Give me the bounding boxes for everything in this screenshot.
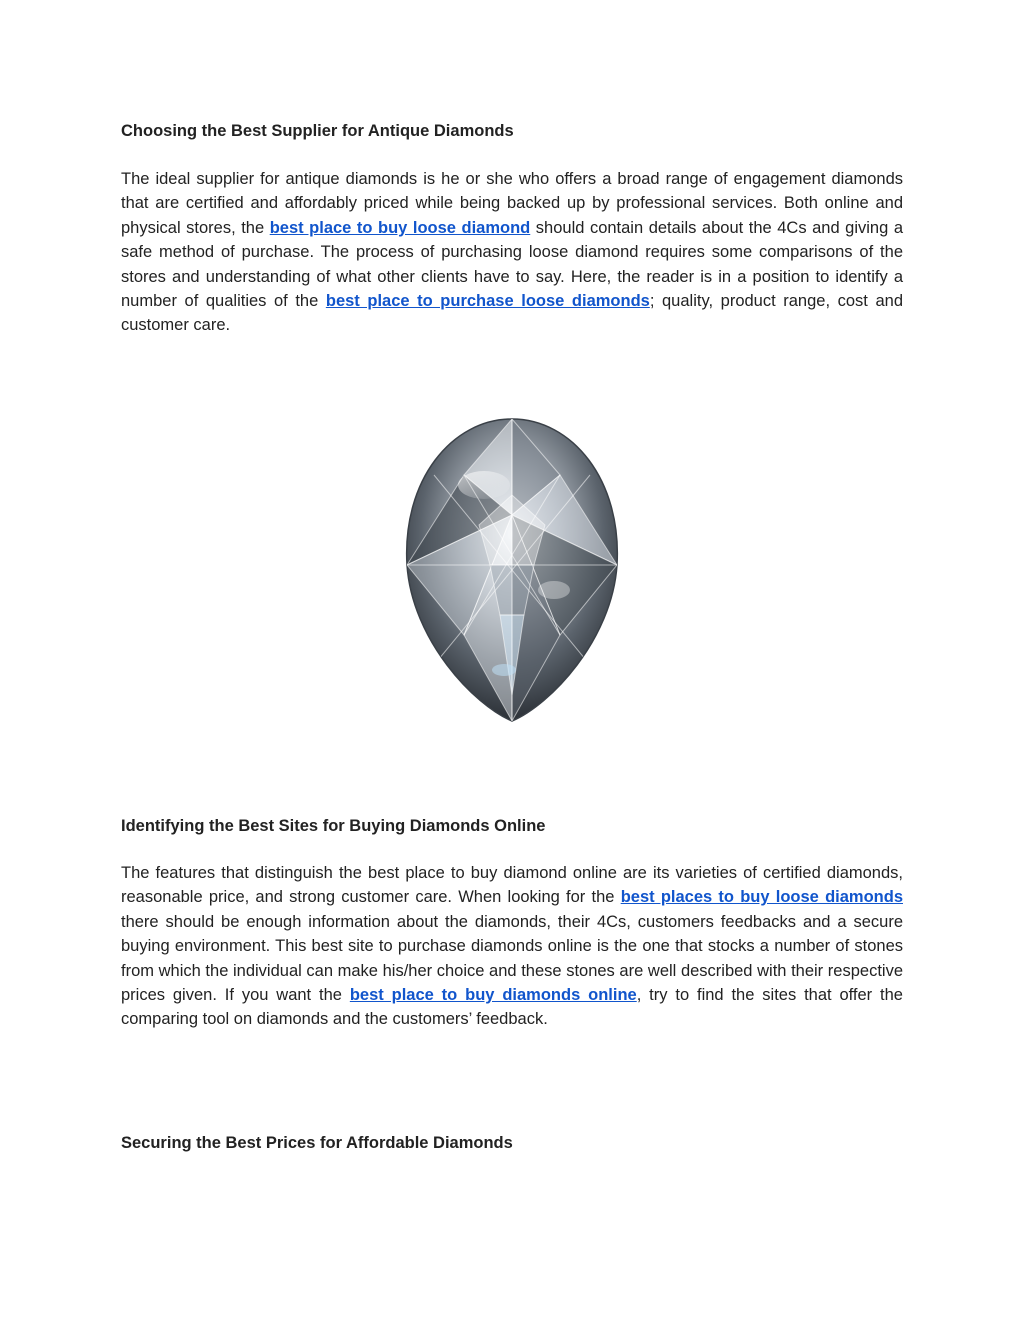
- section-heading-best-prices: Securing the Best Prices for Affordable Diamonds: [121, 1134, 513, 1152]
- link-best-place-to-buy-diamonds-online[interactable]: best place to buy diamonds online: [349, 986, 637, 1005]
- paragraph-antique-suppliers: [121, 167, 903, 338]
- link-best-places-to-buy-loose-diamonds[interactable]: best places to buy loose diamonds: [620, 888, 903, 907]
- paragraph-text: , try to find the sites that offer the comparing tool on diamonds and the customers’ feedback.: [121, 986, 903, 1029]
- link-best-place-to-buy-loose-diamond[interactable]: best place to buy loose diamond: [269, 218, 531, 237]
- section-heading-best-sites: Identifying the Best Sites for Buying Diamonds Online: [121, 817, 546, 835]
- paragraph-text: there should be enough information about the diamonds, their 4Cs, customers feedbacks and a secure buying environment. This best site to purchase diamonds online is the one that stocks a number of stones from which the individual can make his/her choice and these stones are well described with their respective prices given. If you want the: [121, 912, 903, 1005]
- paragraph-text: should contain details about the 4Cs and giving a safe method of purchase. The process of purchasing loose diamond requires some comparisons of the stores and understanding of what other clients have to say. Here, the reader is in a position to identify a number of qualities of the: [121, 218, 903, 311]
- pear-diamond-image: [404, 415, 620, 725]
- paragraph-text: The ideal supplier for antique diamonds is he or she who offers a broad range of engagement diamonds that are certified and affordably priced while being backed up by professional services. Both online and physical stores, the: [121, 170, 903, 237]
- paragraph-text: ; quality, product range, cost and customer care.: [121, 292, 903, 335]
- link-best-place-to-purchase-loose-diamonds[interactable]: best place to purchase loose diamonds: [325, 292, 650, 311]
- paragraph-best-sites: [121, 861, 903, 1032]
- paragraph-text: The features that distinguish the best place to buy diamond online are its varieties of certified diamonds, reasonable price, and strong customer care. When looking for the: [121, 864, 903, 907]
- section-heading-antique-suppliers: Choosing the Best Supplier for Antique Diamonds: [121, 122, 514, 140]
